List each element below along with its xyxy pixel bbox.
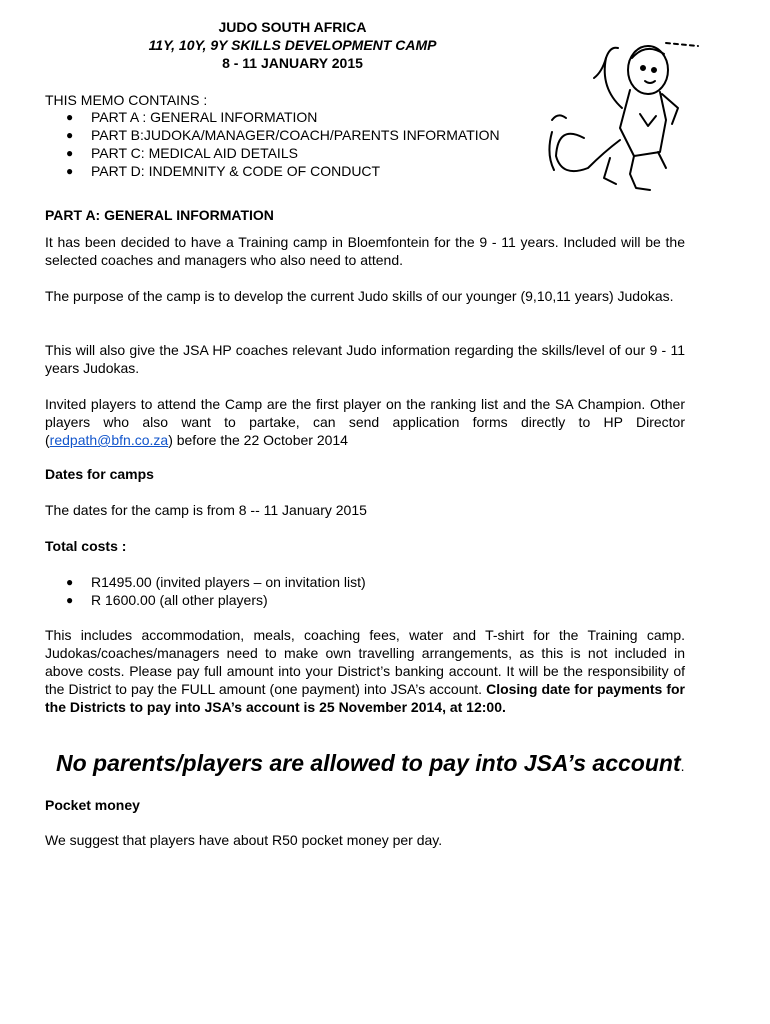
part-a-heading: PART A: GENERAL INFORMATION [45, 207, 274, 223]
bullet-icon: ● [66, 575, 74, 589]
pocket-money-text: We suggest that players have about R50 pocket money per day. [45, 832, 443, 848]
part-a-paragraph-2: The purpose of the camp is to develop the current Judo skills of our younger (9,10,11 years) Judokas. [45, 288, 674, 304]
camp-title: 11Y, 10Y, 9Y SKILLS DEVELOPMENT CAMP [148, 37, 437, 53]
bullet-icon: ● [66, 593, 74, 607]
dates-text: The dates for the camp is from 8 -- 11 January 2015 [45, 502, 367, 518]
org-title: JUDO SOUTH AFRICA [218, 19, 367, 35]
camp-dates-title: 8 - 11 JANUARY 2015 [222, 55, 363, 71]
memo-item: PART C: MEDICAL AID DETAILS [91, 145, 298, 161]
memo-intro: THIS MEMO CONTAINS : [45, 92, 208, 108]
bullet-icon: ● [66, 110, 74, 124]
payment-warning-text: No parents/players are allowed to pay into JSA’s account [56, 750, 681, 776]
payment-warning-tail: . [680, 758, 685, 774]
bullet-icon: ● [66, 164, 74, 178]
costs-text: This includes accommodation, meals, coaching fees, water and T-shirt for the Training camp. Judokas/coaches/managers need to make own travelling arrangements, as this is not included in above costs. Please pay full amount into your District’s banking account. It will be the responsibility of the District to pay the FULL amount (one payment) into JSA’s account. [45, 627, 685, 697]
memo-item: PART D: INDEMNITY & CODE OF CONDUCT [91, 163, 381, 179]
part-a-paragraph-3: This will also give the JSA HP coaches relevant Judo information regarding the skills/level of our 9 - 11 years Judokas. [45, 342, 685, 376]
bullet-icon: ● [66, 146, 74, 160]
part-a-paragraph-1: It has been decided to have a Training camp in Bloemfontein for the 9 - 11 years. Included will be the selected coaches and managers who also need to attend. [45, 234, 685, 268]
costs-paragraph [45, 626, 685, 716]
judoka-throw-illustration-icon [548, 28, 700, 200]
dates-heading: Dates for camps [45, 466, 154, 482]
costs-heading: Total costs : [45, 538, 127, 554]
payment-warning [56, 750, 685, 777]
part-a-paragraph-4 [45, 395, 685, 449]
cost-item: R 1600.00 (all other players) [91, 592, 268, 608]
hp-director-email-link[interactable]: redpath@bfn.co.za [49, 432, 169, 448]
invite-deadline-text: ) before the 22 October 2014 [168, 432, 348, 448]
cost-item: R1495.00 (invited players – on invitation list) [91, 574, 366, 590]
pocket-money-heading: Pocket money [45, 797, 140, 813]
closing-date-text: Closing date for payments for the Districts to pay into JSA’s account is 25 November 2014, at 12:00. [45, 681, 685, 715]
memo-item: PART B:JUDOKA/MANAGER/COACH/PARENTS INFORMATION [91, 127, 500, 143]
invite-text: Invited players to attend the Camp are the first player on the ranking list and the SA Champion. Other players who also want to partake, can send application forms directly to HP Director ( [45, 396, 685, 448]
bullet-icon: ● [66, 128, 74, 142]
memo-item: PART A : GENERAL INFORMATION [91, 109, 318, 125]
